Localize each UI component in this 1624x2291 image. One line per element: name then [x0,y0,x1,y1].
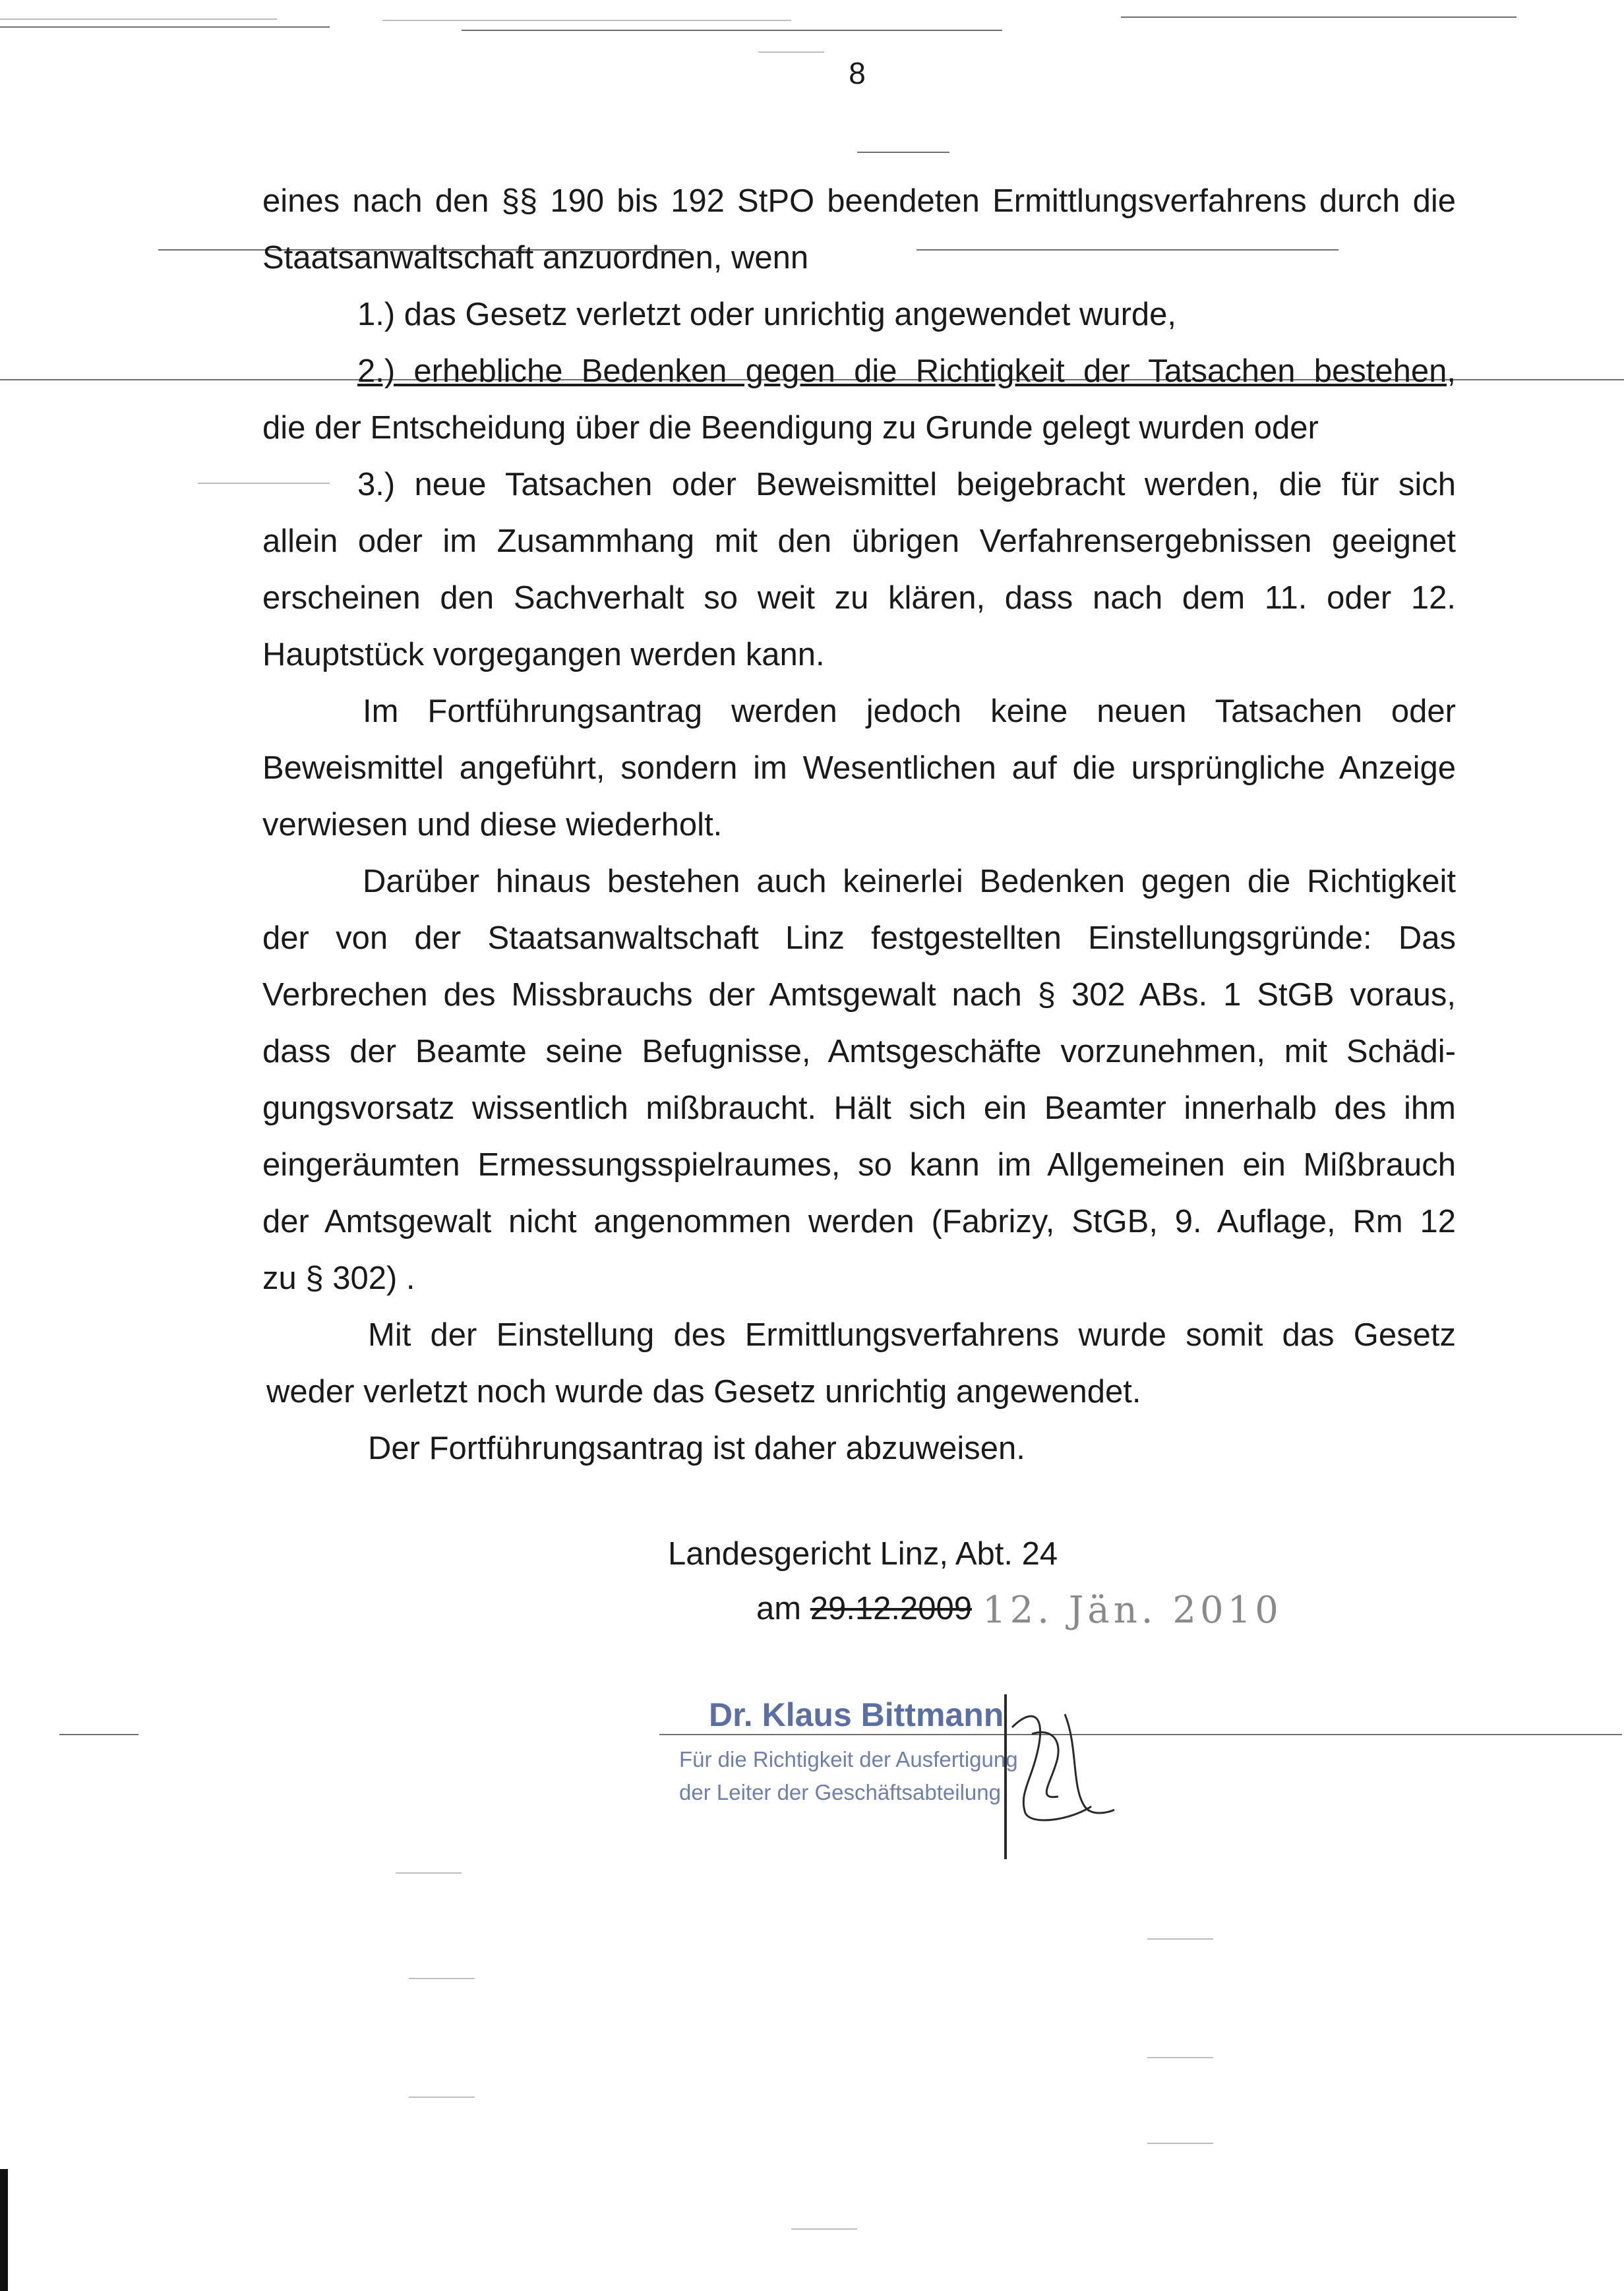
scan-artifact [409,2097,475,2098]
scan-artifact [917,249,1338,251]
scan-artifact [1147,2143,1213,2144]
paragraph-1: verwiesen und diese wiederholt. [262,807,723,843]
scan-artifact [758,51,824,53]
stamp-line-1: Für die Richtigkeit der Ausfertigung [679,1747,1018,1771]
signature [992,1688,1124,1869]
scan-artifact [1147,2057,1213,2058]
scan-artifact [659,1734,1622,1735]
list-item-3-cont: Hauptstück vorgegangen werden kann. [262,637,825,672]
paragraph-3: weder verletzt noch wurde das Gesetz unrichtig angewendet. [266,1374,1141,1410]
stamp-name: Dr. Klaus Bittmann [709,1696,1004,1733]
list-item-1: 1.) das Gesetz verletzt oder unrichtig angewendet wurde, [357,297,1177,332]
paragraph-2: Darüber hinaus bestehen auch keinerlei Bedenken gegen die Richtigkeit [363,864,1456,899]
date-stamp: 12. Jän. 2010 [982,1589,1282,1632]
scan-artifact [462,30,1002,31]
signature-icon [992,1688,1124,1866]
scan-artifact [791,2228,857,2230]
paragraph-1: Beweismittel angeführt, sondern im Wesentlichen auf die ursprüngliche Anzeige [262,750,1456,786]
paragraph-2: Verbrechen des Missbrauchs der Amtsgewalt nach § 302 ABs. 1 StGB voraus, [262,977,1456,1013]
page-number: 8 [849,56,866,90]
list-item-2-cont: die der Entscheidung über die Beendigung zu Grunde gelegt wurden oder [262,410,1319,446]
paragraph-2: dass der Beamte seine Befugnisse, Amtsgeschäfte vorzunehmen, mit Schädi- [262,1034,1456,1069]
date-struck: 29.12.2009 [810,1591,972,1626]
paragraph-3: Mit der Einstellung des Ermittlungsverfahrens wurde somit das Gesetz [368,1317,1456,1353]
paragraph-2: der von der Staatsanwaltschaft Linz festgestellten Einstellungsgründe: Das [262,920,1456,956]
scan-edge-bar [0,2169,8,2291]
scan-artifact [396,1872,462,1874]
paragraph-2: gungsvorsatz wissentlich mißbraucht. Hält sich ein Beamter innerhalb des ihm [262,1090,1456,1126]
paragraph-4: Der Fortführungsantrag ist daher abzuweisen. [368,1431,1025,1466]
paragraph-2: der Amtsgewalt nicht angenommen werden (Fabrizy, StGB, 9. Auflage, Rm 12 [262,1204,1456,1239]
list-item-2: 2.) erhebliche Bedenken gegen die Richtigkeit der Tatsachen bestehen, [357,353,1456,389]
scan-artifact [857,152,949,153]
scan-artifact [0,18,277,20]
scan-artifact [0,26,330,28]
scan-artifact [59,1734,138,1735]
body-line: eines nach den §§ 190 bis 192 StPO beendeten Ermittlungsverfahrens durch die [262,183,1456,219]
scan-artifact [1147,1938,1213,1940]
list-item-3-cont: erscheinen den Sachverhalt so weit zu klären, dass nach dem 11. oder 12. [262,580,1456,616]
court-name: Landesgericht Linz, Abt. 24 [668,1536,1058,1572]
paragraph-2: zu § 302) . [262,1261,415,1296]
list-item-3-cont: allein oder im Zusammhang mit den übrigen Verfahrensergebnissen geeignet [262,523,1456,559]
list-item-3: 3.) neue Tatsachen oder Beweismittel beigebracht werden, die für sich [357,467,1456,502]
paragraph-2: eingeräumten Ermessungsspielraumes, so kann im Allgemeinen ein Mißbrauch [262,1147,1456,1183]
scan-artifact [1121,16,1517,18]
scan-artifact [198,483,330,484]
scan-artifact [409,1978,475,1979]
body-line: Staatsanwaltschaft anzuordnen, wenn [262,240,809,276]
date-prefix: am [756,1591,802,1626]
date-line [756,1590,972,1627]
stamp-line-2: der Leiter der Geschäftsabteilung [679,1780,1001,1804]
paragraph-1: Im Fortführungsantrag werden jedoch keine neuen Tatsachen oder [363,694,1456,729]
scan-artifact [382,20,791,21]
